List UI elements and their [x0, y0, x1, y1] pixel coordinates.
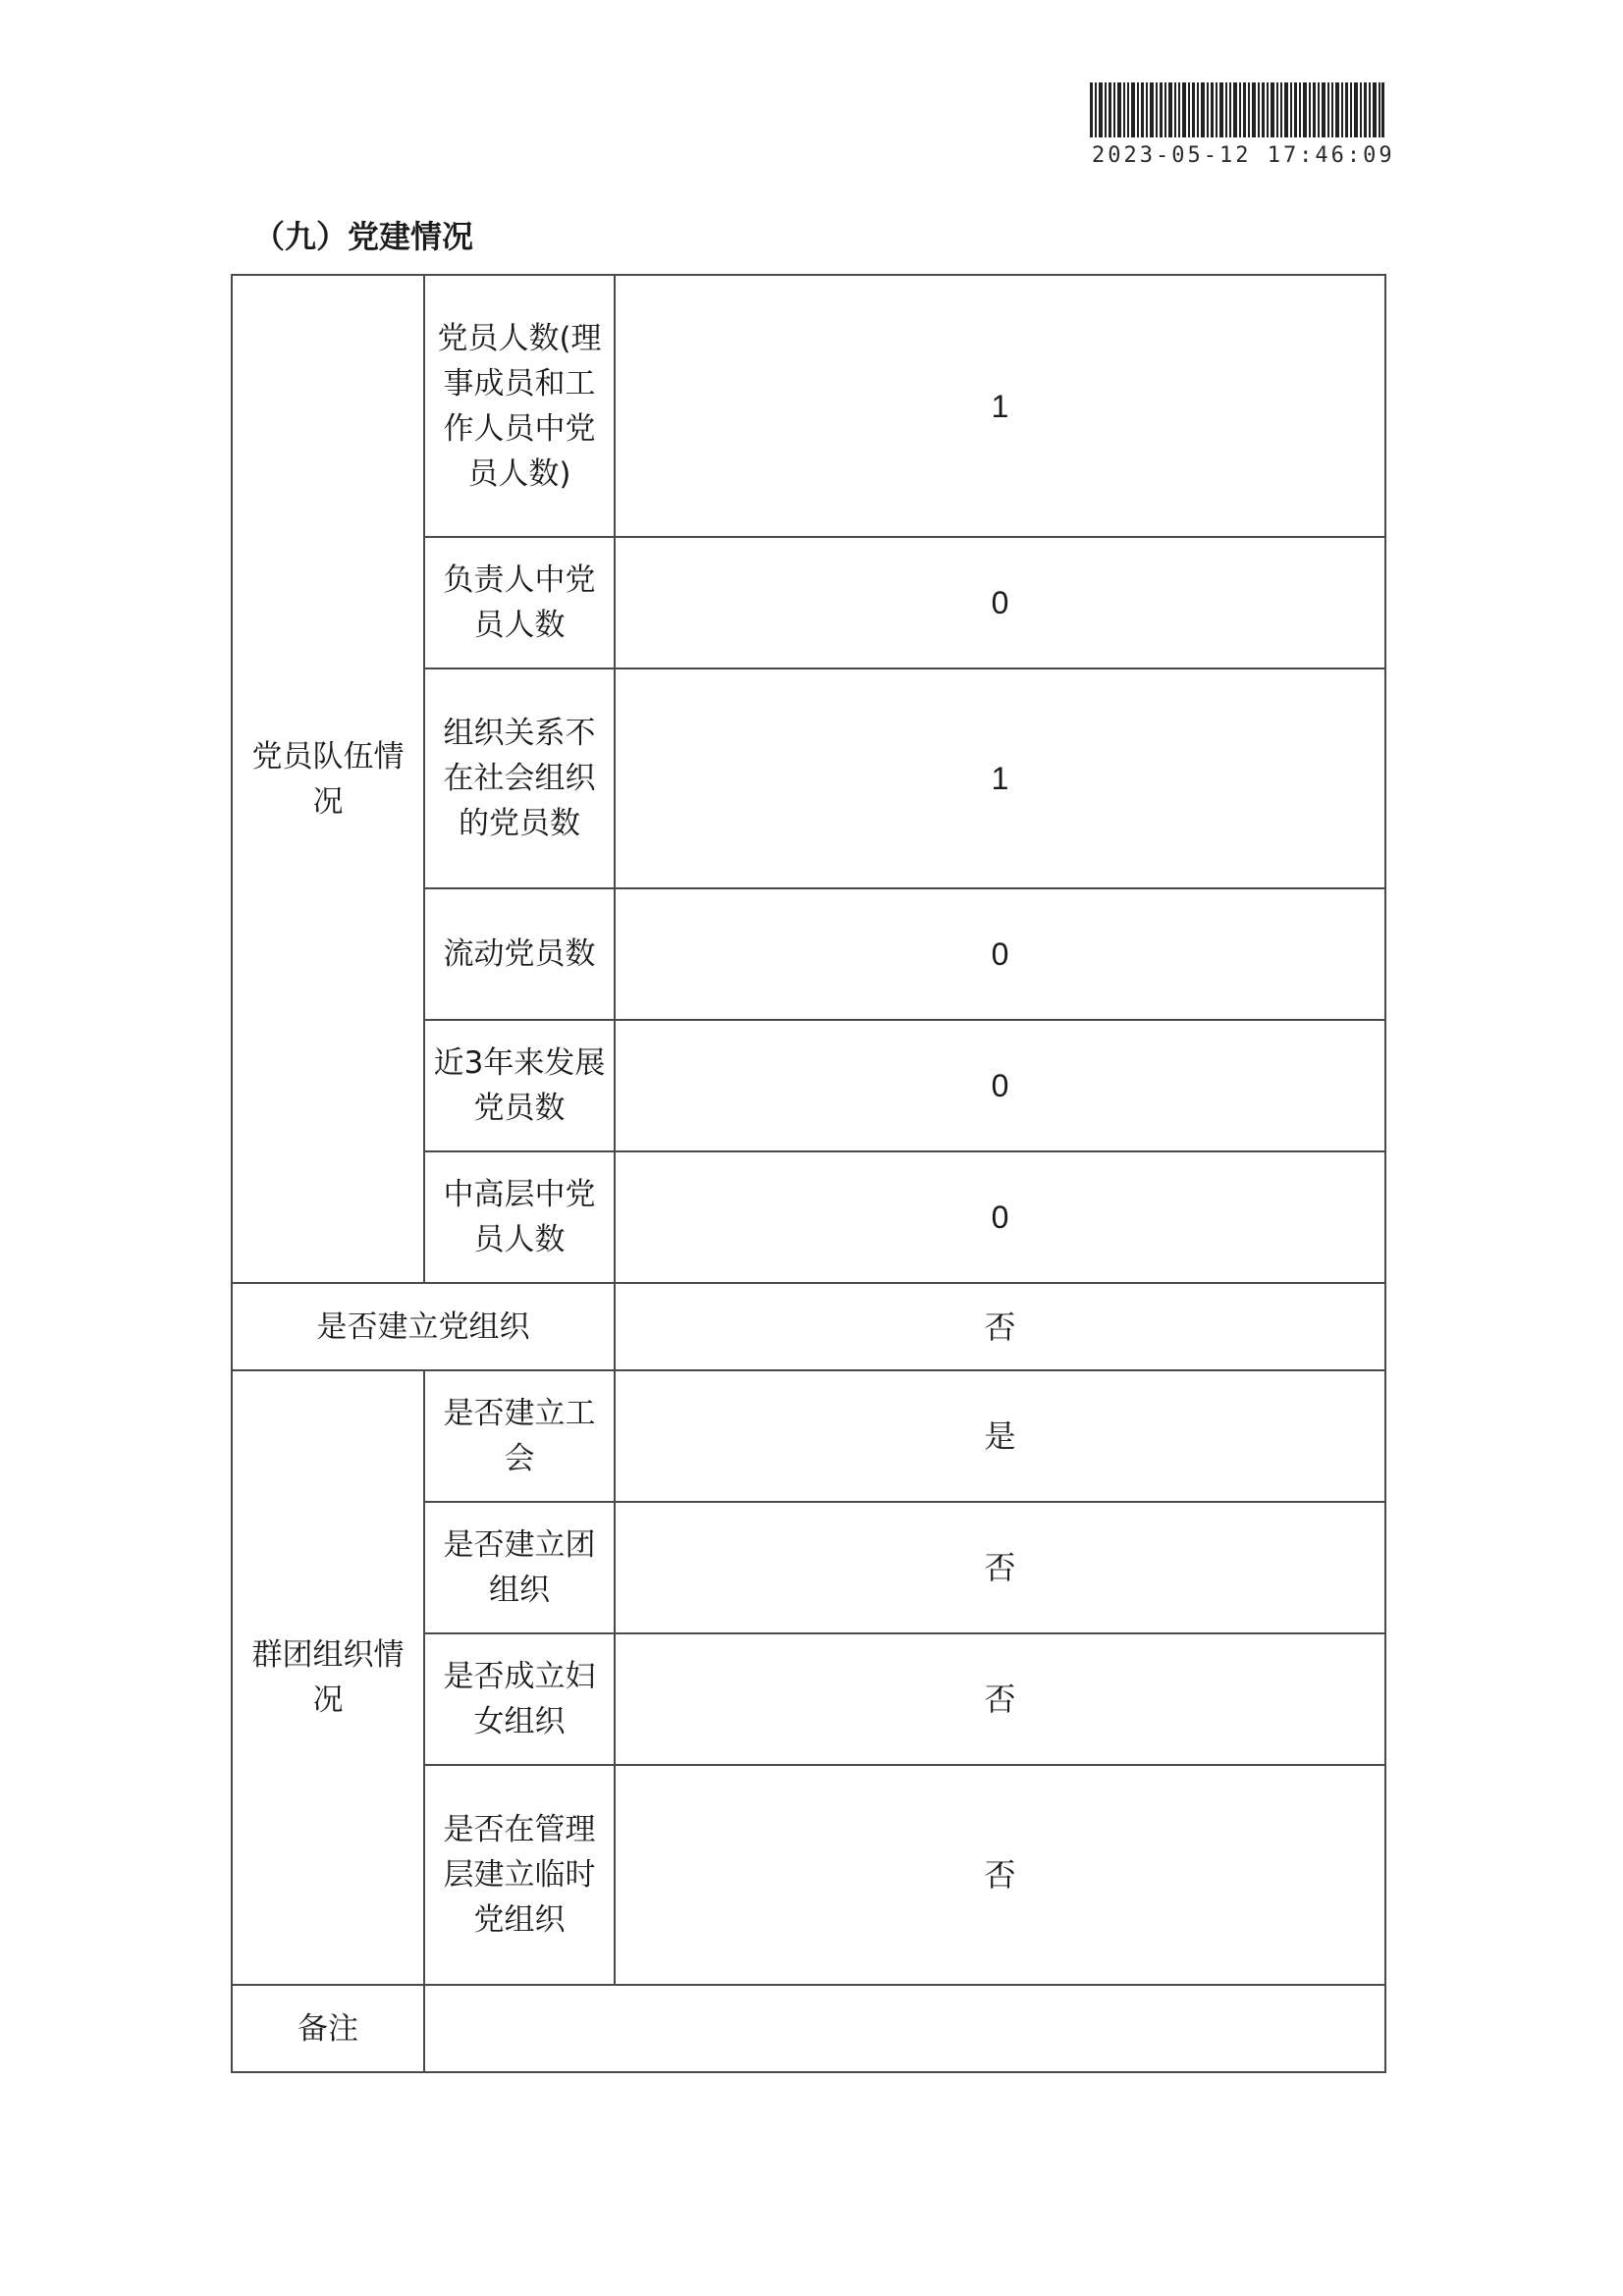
- remarks-label: 备注: [232, 1985, 424, 2072]
- row-value: 否: [615, 1633, 1385, 1765]
- row-value: 0: [615, 1151, 1385, 1283]
- row-value: 1: [615, 275, 1385, 537]
- table-row: [232, 1370, 1385, 1502]
- party-team-group-label: 党员队伍情况: [232, 275, 424, 1283]
- remarks-value: [424, 1985, 1385, 2072]
- row-label: 是否建立工会: [424, 1370, 615, 1502]
- section-title: （九）党建情况: [253, 218, 474, 255]
- row-value: 否: [615, 1765, 1385, 1985]
- scan-timestamp: 2023-05-12 17:46:09: [1092, 143, 1395, 168]
- row-value: 1: [615, 668, 1385, 888]
- table-row: [232, 1985, 1385, 2072]
- barcode: [1090, 82, 1384, 137]
- party-org-value: 否: [615, 1283, 1385, 1370]
- mass-org-group-label: 群团组织情况: [232, 1370, 424, 1985]
- party-building-table: [231, 274, 1386, 2073]
- row-value: 0: [615, 1020, 1385, 1151]
- row-value: 否: [615, 1502, 1385, 1633]
- row-label: 组织关系不在社会组织的党员数: [424, 668, 615, 888]
- row-label: 流动党员数: [424, 888, 615, 1020]
- row-label: 是否成立妇女组织: [424, 1633, 615, 1765]
- row-label: 是否在管理层建立临时党组织: [424, 1765, 615, 1985]
- row-label: 近3年来发展党员数: [424, 1020, 615, 1151]
- row-value: 0: [615, 888, 1385, 1020]
- row-label: 党员人数(理事成员和工作人员中党员人数): [424, 275, 615, 537]
- party-org-label: 是否建立党组织: [232, 1283, 615, 1370]
- row-value: 是: [615, 1370, 1385, 1502]
- row-label: 负责人中党员人数: [424, 537, 615, 668]
- row-label: 中高层中党员人数: [424, 1151, 615, 1283]
- row-value: 0: [615, 537, 1385, 668]
- row-label: 是否建立团组织: [424, 1502, 615, 1633]
- table-row: [232, 275, 1385, 537]
- table-row: [232, 1283, 1385, 1370]
